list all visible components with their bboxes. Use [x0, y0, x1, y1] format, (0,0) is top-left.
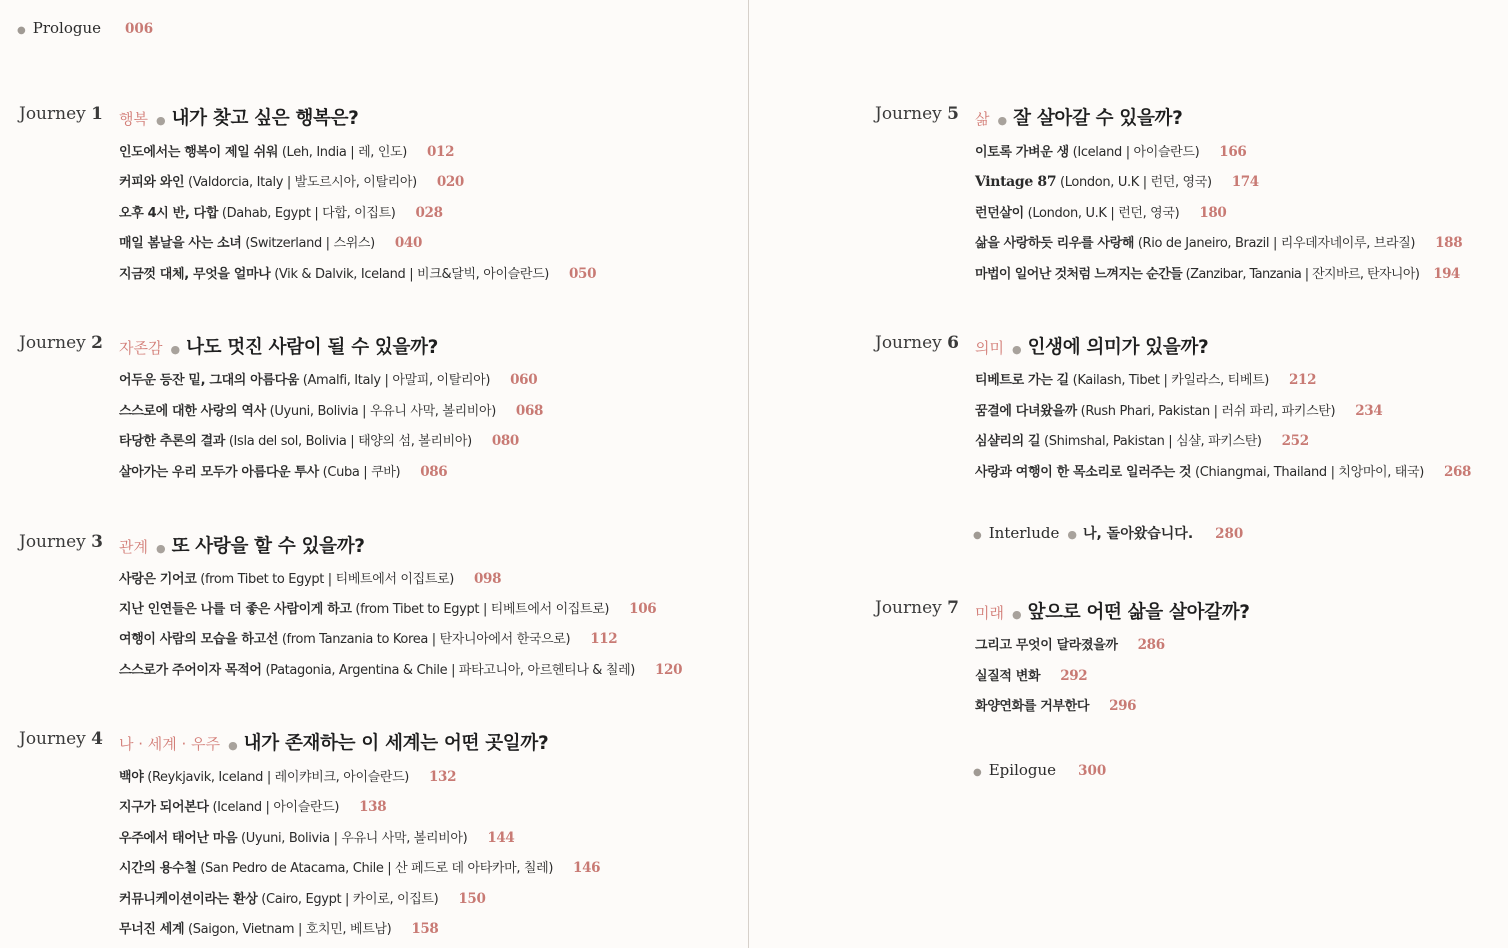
entry-title: 그리고 무엇이 달라졌을까	[975, 638, 1118, 653]
entry-title: 꿈결에 다녀왔을까	[975, 404, 1077, 419]
entry-title: 심샬리의 길	[975, 434, 1041, 449]
entry-page: 068	[515, 403, 544, 419]
entry-title: 여행이 사람의 모습을 하고선	[119, 632, 279, 647]
toc-entry[interactable]	[119, 827, 514, 846]
entry-location: (Shimshal, Pakistan | 심샬, 파키스탄)	[1044, 434, 1262, 449]
entry-location: (Vik & Dalvik, Iceland | 비크&달빅, 아이슬란드)	[274, 267, 550, 282]
toc-entry[interactable]	[975, 400, 1382, 419]
prologue-label: Prologue	[32, 19, 101, 37]
entry-location: (Kailash, Tibet | 카일라스, 티베트)	[1072, 373, 1269, 388]
toc-entry[interactable]	[119, 659, 682, 678]
entry-page: 296	[1109, 698, 1137, 714]
journey-theme: 관계	[119, 538, 148, 556]
journey-4-heading[interactable]	[119, 729, 548, 755]
entry-title: 백야	[119, 770, 144, 785]
entry-page: 040	[394, 235, 422, 251]
entry-location: (from Tibet to Egypt | 티베트에서 이집트로)	[355, 602, 610, 617]
entry-title: 티베트로 가는 길	[975, 373, 1069, 388]
entry-page: 292	[1060, 668, 1088, 684]
entry-location: (Dahab, Egypt | 다합, 이집트)	[221, 206, 396, 221]
dot-icon: ●	[228, 739, 238, 752]
entry-title: 매일 봄날을 사는 소녀	[119, 236, 242, 251]
entry-page: 060	[510, 372, 538, 388]
entry-page: 020	[436, 174, 464, 190]
entry-title: 지구가 되어본다	[119, 800, 209, 815]
right-page	[749, 0, 1508, 948]
entry-location: (Switzerland | 스위스)	[245, 236, 375, 251]
entry-title: 런던살이	[975, 206, 1024, 221]
journey-title: 나도 멋진 사람이 될 수 있을까?	[186, 337, 439, 358]
entry-title: 스스로에 대한 사랑의 역사	[119, 404, 266, 419]
journey-5-label	[875, 104, 959, 124]
epilogue-page: 300	[1078, 763, 1107, 779]
dot-icon: ●	[997, 114, 1008, 127]
entry-location: (London, U.K | 런던, 영국)	[1060, 175, 1212, 190]
entry-title: 타당한 추론의 결과	[119, 434, 226, 449]
epilogue-label: Epilogue	[988, 761, 1057, 779]
journey-number: 5	[947, 104, 959, 124]
entry-title: 화양연화를 거부한다	[975, 699, 1090, 714]
dot-icon: ●	[155, 542, 166, 555]
entry-title: 스스로가 주어이자 목적어	[119, 663, 262, 678]
journey-title: 잘 살아갈 수 있을까?	[1013, 108, 1183, 129]
toc-entry[interactable]	[975, 695, 1136, 714]
entry-page: 086	[420, 464, 448, 480]
dot-icon: ●	[170, 343, 181, 356]
entry-page: 050	[569, 266, 597, 282]
entry-title: 인도에서는 행복이 제일 쉬워	[119, 145, 279, 160]
toc-entry[interactable]	[119, 369, 537, 388]
toc-entry[interactable]	[119, 461, 447, 480]
journey-theme: 삶	[975, 110, 990, 128]
journey-number: 1	[91, 104, 103, 124]
toc-entry[interactable]	[119, 202, 443, 221]
toc-entry[interactable]	[975, 141, 1246, 160]
entry-title: 커뮤니케이션이라는 환상	[119, 892, 258, 907]
entry-title: 시간의 용수철	[119, 861, 197, 876]
journey-4-label	[19, 729, 103, 749]
journey-title: 내가 찾고 싶은 행복은?	[171, 108, 359, 129]
toc-entry[interactable]	[119, 796, 386, 815]
entry-page: 286	[1137, 637, 1165, 653]
toc-entry[interactable]	[975, 202, 1226, 221]
journey-title: 또 사랑을 할 수 있을까?	[171, 536, 365, 557]
toc-entry[interactable]	[119, 766, 456, 785]
interlude-line[interactable]	[973, 523, 1243, 543]
prologue-page: 006	[125, 21, 154, 37]
entry-location: (Zanzibar, Tanzania | 잔지바르, 탄자니아)	[1185, 267, 1420, 282]
journey-word: Journey	[875, 333, 942, 353]
entry-location: (Leh, India | 레, 인도)	[281, 145, 407, 160]
toc-entry[interactable]	[119, 598, 656, 617]
entry-title: 이토록 가벼운 생	[975, 145, 1069, 160]
entry-page: 174	[1231, 174, 1259, 190]
toc-entry[interactable]	[119, 171, 464, 190]
journey-6-label	[875, 333, 959, 353]
toc-entry[interactable]	[119, 857, 600, 876]
journey-3-label	[19, 532, 103, 552]
toc-entry[interactable]	[975, 263, 1460, 282]
entry-location: (from Tibet to Egypt | 티베트에서 이집트로)	[200, 572, 454, 587]
entry-page: 180	[1199, 205, 1227, 221]
journey-7-label	[875, 598, 959, 618]
journey-2-label	[19, 333, 103, 353]
left-page	[0, 0, 748, 948]
dot-icon: ●	[1011, 608, 1022, 621]
entry-page: 188	[1435, 235, 1463, 251]
journey-word: Journey	[19, 532, 86, 552]
entry-title: Vintage 87	[975, 174, 1057, 190]
entry-title: 커피와 와인	[119, 175, 185, 190]
journey-7-heading[interactable]	[975, 598, 1250, 624]
toc-entry[interactable]	[119, 400, 543, 419]
entry-title: 삶을 사랑하듯 리우를 사랑해	[975, 236, 1135, 251]
toc-entry[interactable]	[975, 232, 1462, 251]
entry-page: 166	[1219, 144, 1247, 160]
journey-theme: 의미	[975, 339, 1004, 357]
journey-number: 6	[947, 333, 959, 353]
toc-entry[interactable]	[975, 665, 1087, 684]
bullet-icon: ●	[973, 767, 982, 778]
entry-location: (Reykjavik, Iceland | 레이캬비크, 아이슬란드)	[147, 770, 409, 785]
entry-location: (Rio de Janeiro, Brazil | 리우데자네이루, 브라질)	[1137, 236, 1416, 251]
dot-icon: ●	[155, 114, 166, 127]
entry-page: 212	[1289, 372, 1317, 388]
bullet-icon: ●	[973, 530, 982, 541]
entry-title: 지난 인연들은 나를 더 좋은 사람이게 하고	[119, 602, 352, 617]
entry-page: 012	[426, 144, 455, 160]
toc-entry[interactable]	[119, 141, 454, 160]
entry-title: 실질적 변화	[975, 669, 1041, 684]
entry-title: 사랑은 기어코	[119, 572, 197, 587]
entry-location: (Saigon, Vietnam | 호치민, 베트남)	[188, 922, 392, 937]
epilogue-line[interactable]	[973, 760, 1106, 779]
entry-location: (Uyuni, Bolivia | 우유니 사막, 볼리비아)	[269, 404, 496, 419]
entry-page: 252	[1281, 433, 1309, 449]
journey-theme: 미래	[975, 604, 1004, 622]
entry-page: 098	[474, 571, 502, 587]
interlude-title: 나, 돌아왔습니다.	[1082, 526, 1194, 542]
toc-entry[interactable]	[119, 232, 422, 251]
toc-entry[interactable]	[975, 430, 1309, 449]
interlude-label: Interlude	[988, 524, 1060, 542]
entry-page: 028	[415, 205, 443, 221]
journey-title: 앞으로 어떤 삶을 살아갈까?	[1027, 602, 1250, 623]
entry-location: (London, U.K | 런던, 영국)	[1027, 206, 1180, 221]
toc-entry[interactable]	[975, 369, 1316, 388]
bullet-icon: ●	[17, 25, 26, 36]
prologue-line[interactable]	[17, 18, 153, 37]
journey-number: 4	[91, 729, 103, 749]
toc-entry[interactable]	[119, 263, 596, 282]
journey-number: 2	[91, 333, 103, 353]
entry-location: (Cairo, Egypt | 카이로, 이집트)	[261, 892, 439, 907]
toc-entry[interactable]	[119, 628, 617, 647]
entry-location: (San Pedro de Atacama, Chile | 산 페드로 데 아타카마, 칠레)	[200, 861, 554, 876]
toc-entry[interactable]	[119, 430, 519, 449]
journey-theme: 나 · 세계 · 우주	[119, 735, 221, 753]
journey-word: Journey	[19, 104, 86, 124]
entry-location: (Isla del sol, Bolivia | 태양의 섬, 볼리비아)	[228, 434, 472, 449]
toc-entry[interactable]	[119, 568, 501, 587]
entry-page: 132	[429, 769, 457, 785]
entry-location: (Uyuni, Bolivia | 우유니 사막, 볼리비아)	[241, 831, 468, 846]
entry-title: 살아가는 우리 모두가 아름다운 투사	[119, 465, 319, 480]
toc-entry[interactable]	[975, 461, 1471, 480]
journey-title: 인생에 의미가 있을까?	[1027, 337, 1209, 358]
journey-1-label	[19, 104, 103, 124]
dot-icon: ●	[1011, 343, 1022, 356]
journey-2-heading[interactable]	[119, 333, 438, 359]
entry-location: (Iceland | 아이슬란드)	[212, 800, 340, 815]
toc-entry[interactable]	[119, 918, 438, 937]
journey-title: 내가 존재하는 이 세계는 어떤 곳일까?	[243, 733, 549, 754]
entry-page: 234	[1355, 403, 1383, 419]
journey-word: Journey	[875, 598, 942, 618]
entry-location: (from Tanzania to Korea | 탄자니아에서 한국으로)	[281, 632, 571, 647]
entry-page: 106	[629, 601, 657, 617]
entry-location: (Valdorcia, Italy | 발도르시아, 이탈리아)	[188, 175, 417, 190]
entry-location: (Patagonia, Argentina & Chile | 파타고니아, 아르헨티나 & 칠레)	[265, 663, 636, 678]
toc-entry[interactable]	[119, 888, 486, 907]
entry-page: 080	[491, 433, 519, 449]
entry-title: 지금껏 대체, 무엇을 얼마나	[119, 267, 271, 282]
journey-number: 3	[91, 532, 103, 552]
entry-location: (Rush Phari, Pakistan | 러쉬 파리, 파키스탄)	[1080, 404, 1336, 419]
entry-title: 어두운 등잔 밑, 그대의 아름다움	[119, 373, 299, 388]
entry-location: (Iceland | 아이슬란드)	[1072, 145, 1200, 160]
entry-page: 158	[411, 921, 439, 937]
interlude-page: 280	[1215, 526, 1244, 542]
journey-number: 7	[947, 598, 959, 618]
entry-title: 무너진 세계	[119, 922, 185, 937]
entry-page: 120	[655, 662, 683, 678]
journey-5-heading[interactable]	[975, 104, 1183, 130]
journey-word: Journey	[19, 333, 86, 353]
journey-theme: 자존감	[119, 339, 163, 357]
journey-1-heading[interactable]	[119, 104, 359, 130]
journey-3-heading[interactable]	[119, 532, 365, 558]
journey-word: Journey	[875, 104, 942, 124]
journey-6-heading[interactable]	[975, 333, 1208, 359]
journey-theme: 행복	[119, 110, 148, 128]
entry-location: (Chiangmai, Thailand | 치앙마이, 태국)	[1195, 465, 1424, 480]
toc-entry[interactable]	[975, 171, 1259, 190]
toc-entry[interactable]	[975, 634, 1165, 653]
entry-location: (Amalfi, Italy | 아말피, 이탈리아)	[302, 373, 491, 388]
journey-word: Journey	[19, 729, 86, 749]
dot-icon: ●	[1067, 528, 1077, 541]
entry-page: 150	[458, 891, 486, 907]
entry-title: 마법이 일어난 것처럼 느껴지는 순간들	[975, 267, 1183, 282]
entry-page: 268	[1443, 464, 1472, 480]
entry-page: 146	[573, 860, 601, 876]
entry-title: 우주에서 태어난 마음	[119, 831, 238, 846]
entry-page: 194	[1433, 266, 1460, 282]
entry-title: 사랑과 여행이 한 목소리로 일러주는 것	[975, 465, 1192, 480]
entry-title: 오후 4시 반, 다합	[119, 206, 219, 221]
entry-page: 112	[590, 631, 618, 647]
entry-page: 144	[487, 830, 515, 846]
entry-page: 138	[359, 799, 387, 815]
entry-location: (Cuba | 쿠바)	[322, 465, 401, 480]
